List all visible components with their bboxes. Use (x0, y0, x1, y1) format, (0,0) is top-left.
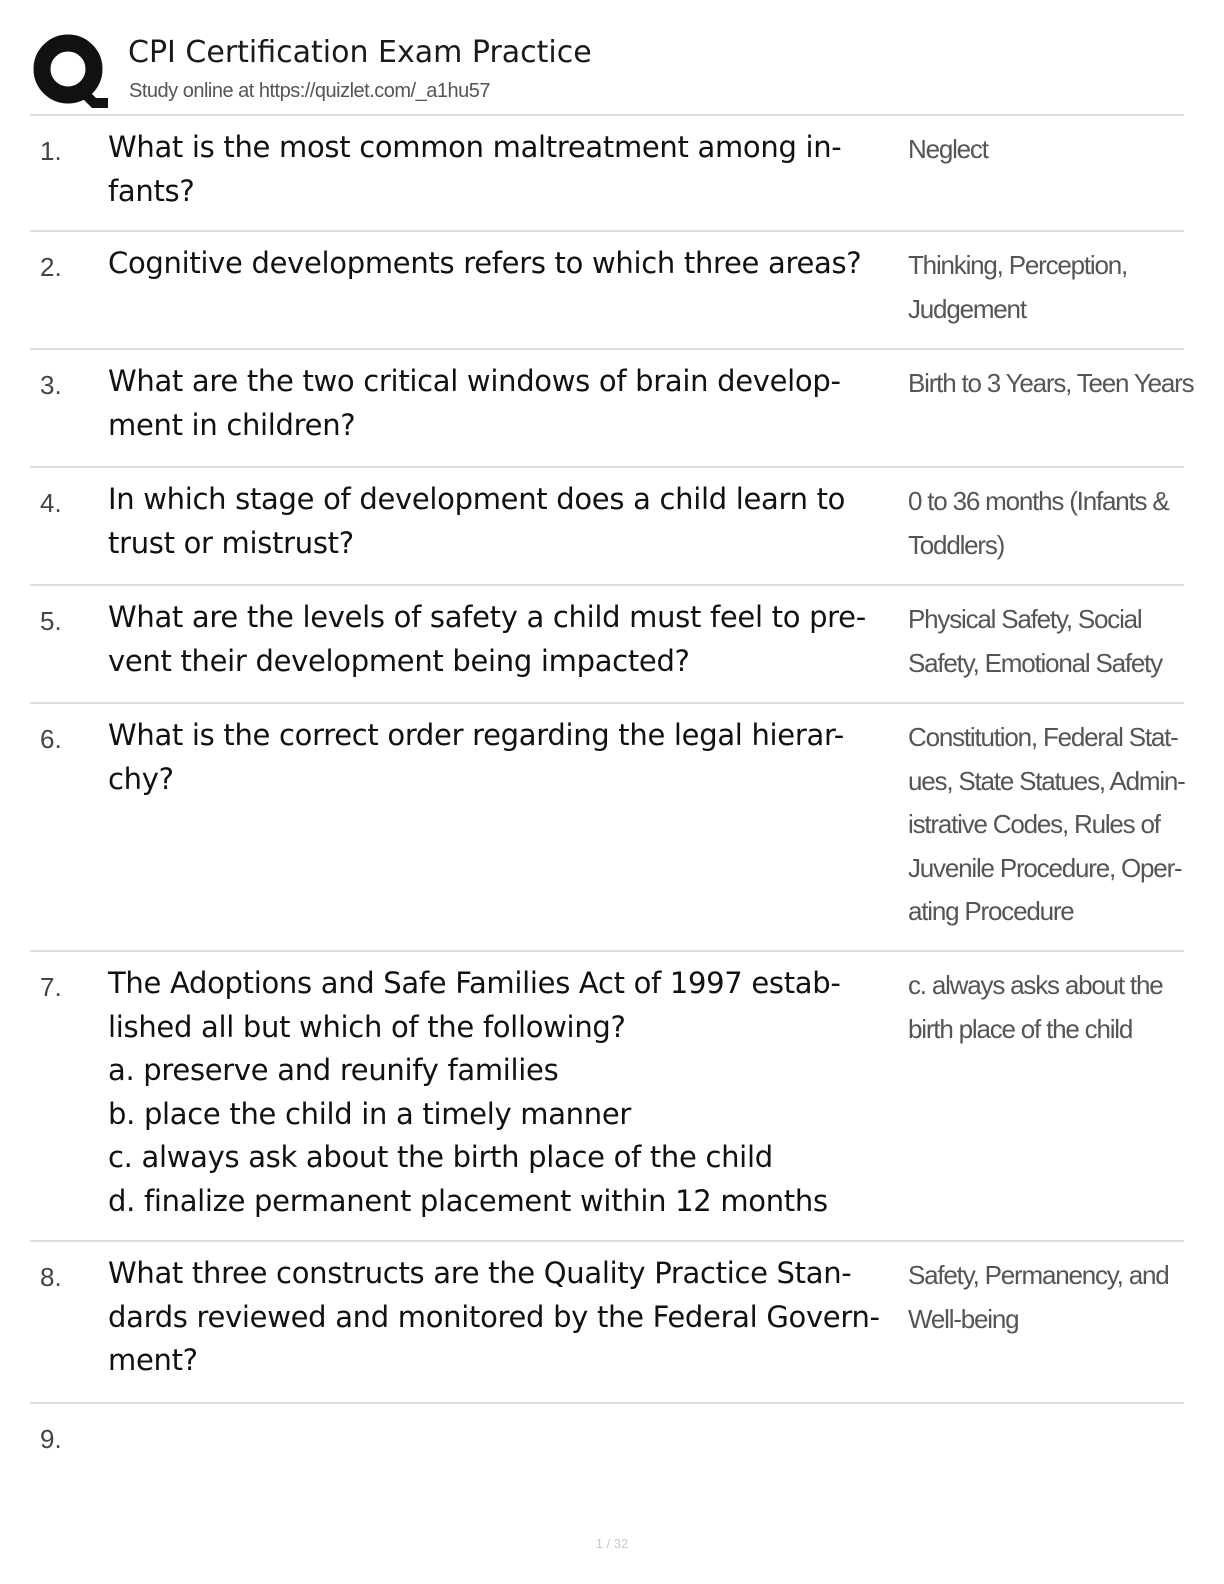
answer-line: istrative Codes, Rules of (908, 809, 1160, 839)
flashcard-row (30, 350, 1194, 468)
question-line: chy? (108, 761, 174, 796)
question-line: c. always ask about the birth place of the child (108, 1140, 773, 1174)
card-question (108, 242, 900, 286)
answer-line: Safety, Permanency, and (908, 1260, 1169, 1290)
card-number: 1. (40, 136, 62, 166)
card-number: 5. (40, 606, 62, 636)
question-line: The Adoptions and Safe Families Act of 1997 estab- (108, 966, 841, 1000)
flashcard-row (30, 952, 1184, 1242)
card-question (108, 478, 900, 565)
card-number: 3. (40, 370, 62, 400)
card-answer (908, 598, 1184, 685)
answer-line: Thinking, Perception, (908, 250, 1128, 280)
card-number: 6. (40, 724, 62, 754)
flashcard-row (30, 116, 1184, 232)
answer-line: Physical Safety, Social (908, 604, 1142, 634)
answer-line: ating Procedure (908, 896, 1074, 926)
question-line: ment? (108, 1343, 198, 1377)
question-line: What are the two critical windows of brain develop- (108, 364, 841, 398)
question-line: fants? (108, 173, 195, 208)
answer-line: Birth to 3 Years, Teen Years (908, 368, 1194, 398)
card-question (108, 962, 900, 1223)
question-line: What three constructs are the Quality Practice Stan- (108, 1256, 852, 1290)
question-line: d. finalize permanent placement within 12 months (108, 1183, 828, 1218)
header (30, 28, 1184, 116)
card-answer (908, 244, 1184, 331)
answer-line: 0 to 36 months (Infants & (908, 486, 1169, 516)
card-answer (908, 480, 1184, 567)
card-number: 7. (40, 972, 62, 1002)
answer-line: ues, State Statues, Admin- (908, 765, 1185, 796)
answer-line: Neglect (908, 134, 988, 164)
question-line: Cognitive developments refers to which three areas? (108, 246, 862, 280)
question-line: vent their development being impacted? (108, 643, 690, 678)
answer-line: c. always asks about the (908, 970, 1163, 1000)
question-line: trust or mistrust? (108, 525, 354, 560)
flashcard-row (30, 232, 1184, 350)
answer-line: birth place of the child (908, 1013, 1133, 1044)
card-number: 4. (40, 488, 62, 518)
answer-line: Safety, Emotional Safety (908, 647, 1162, 678)
card-answer (908, 362, 1194, 406)
card-number: 9. (40, 1424, 62, 1454)
question-line: In which stage of development does a child learn to (108, 482, 846, 516)
question-line: a. preserve and reunify families (108, 1053, 559, 1087)
card-question (108, 714, 900, 801)
question-line: What is the correct order regarding the legal hierar- (108, 718, 844, 752)
question-line: lished all but which of the following? (108, 1009, 626, 1044)
quizlet-logo (32, 32, 110, 110)
card-number: 2. (40, 252, 62, 282)
answer-line: Juvenile Procedure, Oper- (908, 852, 1182, 883)
card-answer (908, 716, 1184, 934)
flashcard-row (30, 1242, 1184, 1404)
card-question (108, 1252, 900, 1383)
page-number: 1 / 32 (595, 1536, 629, 1551)
flashcard-row (30, 1404, 1184, 1484)
card-question (108, 596, 900, 683)
page-title: CPI Certification Exam Practice (128, 35, 592, 70)
question-line: What is the most common maltreatment among in- (108, 130, 842, 164)
flashcard-row (30, 586, 1184, 704)
card-answer (908, 964, 1184, 1051)
question-line: What are the levels of safety a child must feel to pre- (108, 600, 866, 634)
flashcard-row (30, 704, 1184, 952)
card-answer (908, 128, 1184, 172)
flashcard-list (30, 116, 1194, 1484)
flashcard-row (30, 468, 1184, 586)
question-line: ment in children? (108, 407, 356, 442)
question-line: dards reviewed and monitored by the Federal Govern- (108, 1299, 880, 1334)
answer-line: Toddlers) (908, 529, 1005, 560)
answer-line: Well-being (908, 1303, 1019, 1334)
study-online-link[interactable]: Study online at https://quizlet.com/_a1hu57 (129, 80, 490, 102)
answer-line: Constitution, Federal Stat- (908, 722, 1178, 752)
card-answer (908, 1254, 1184, 1341)
card-number: 8. (40, 1262, 62, 1292)
question-line: b. place the child in a timely manner (108, 1096, 632, 1131)
answer-line: Judgement (908, 293, 1026, 324)
card-question (108, 126, 900, 213)
card-question (108, 360, 900, 447)
